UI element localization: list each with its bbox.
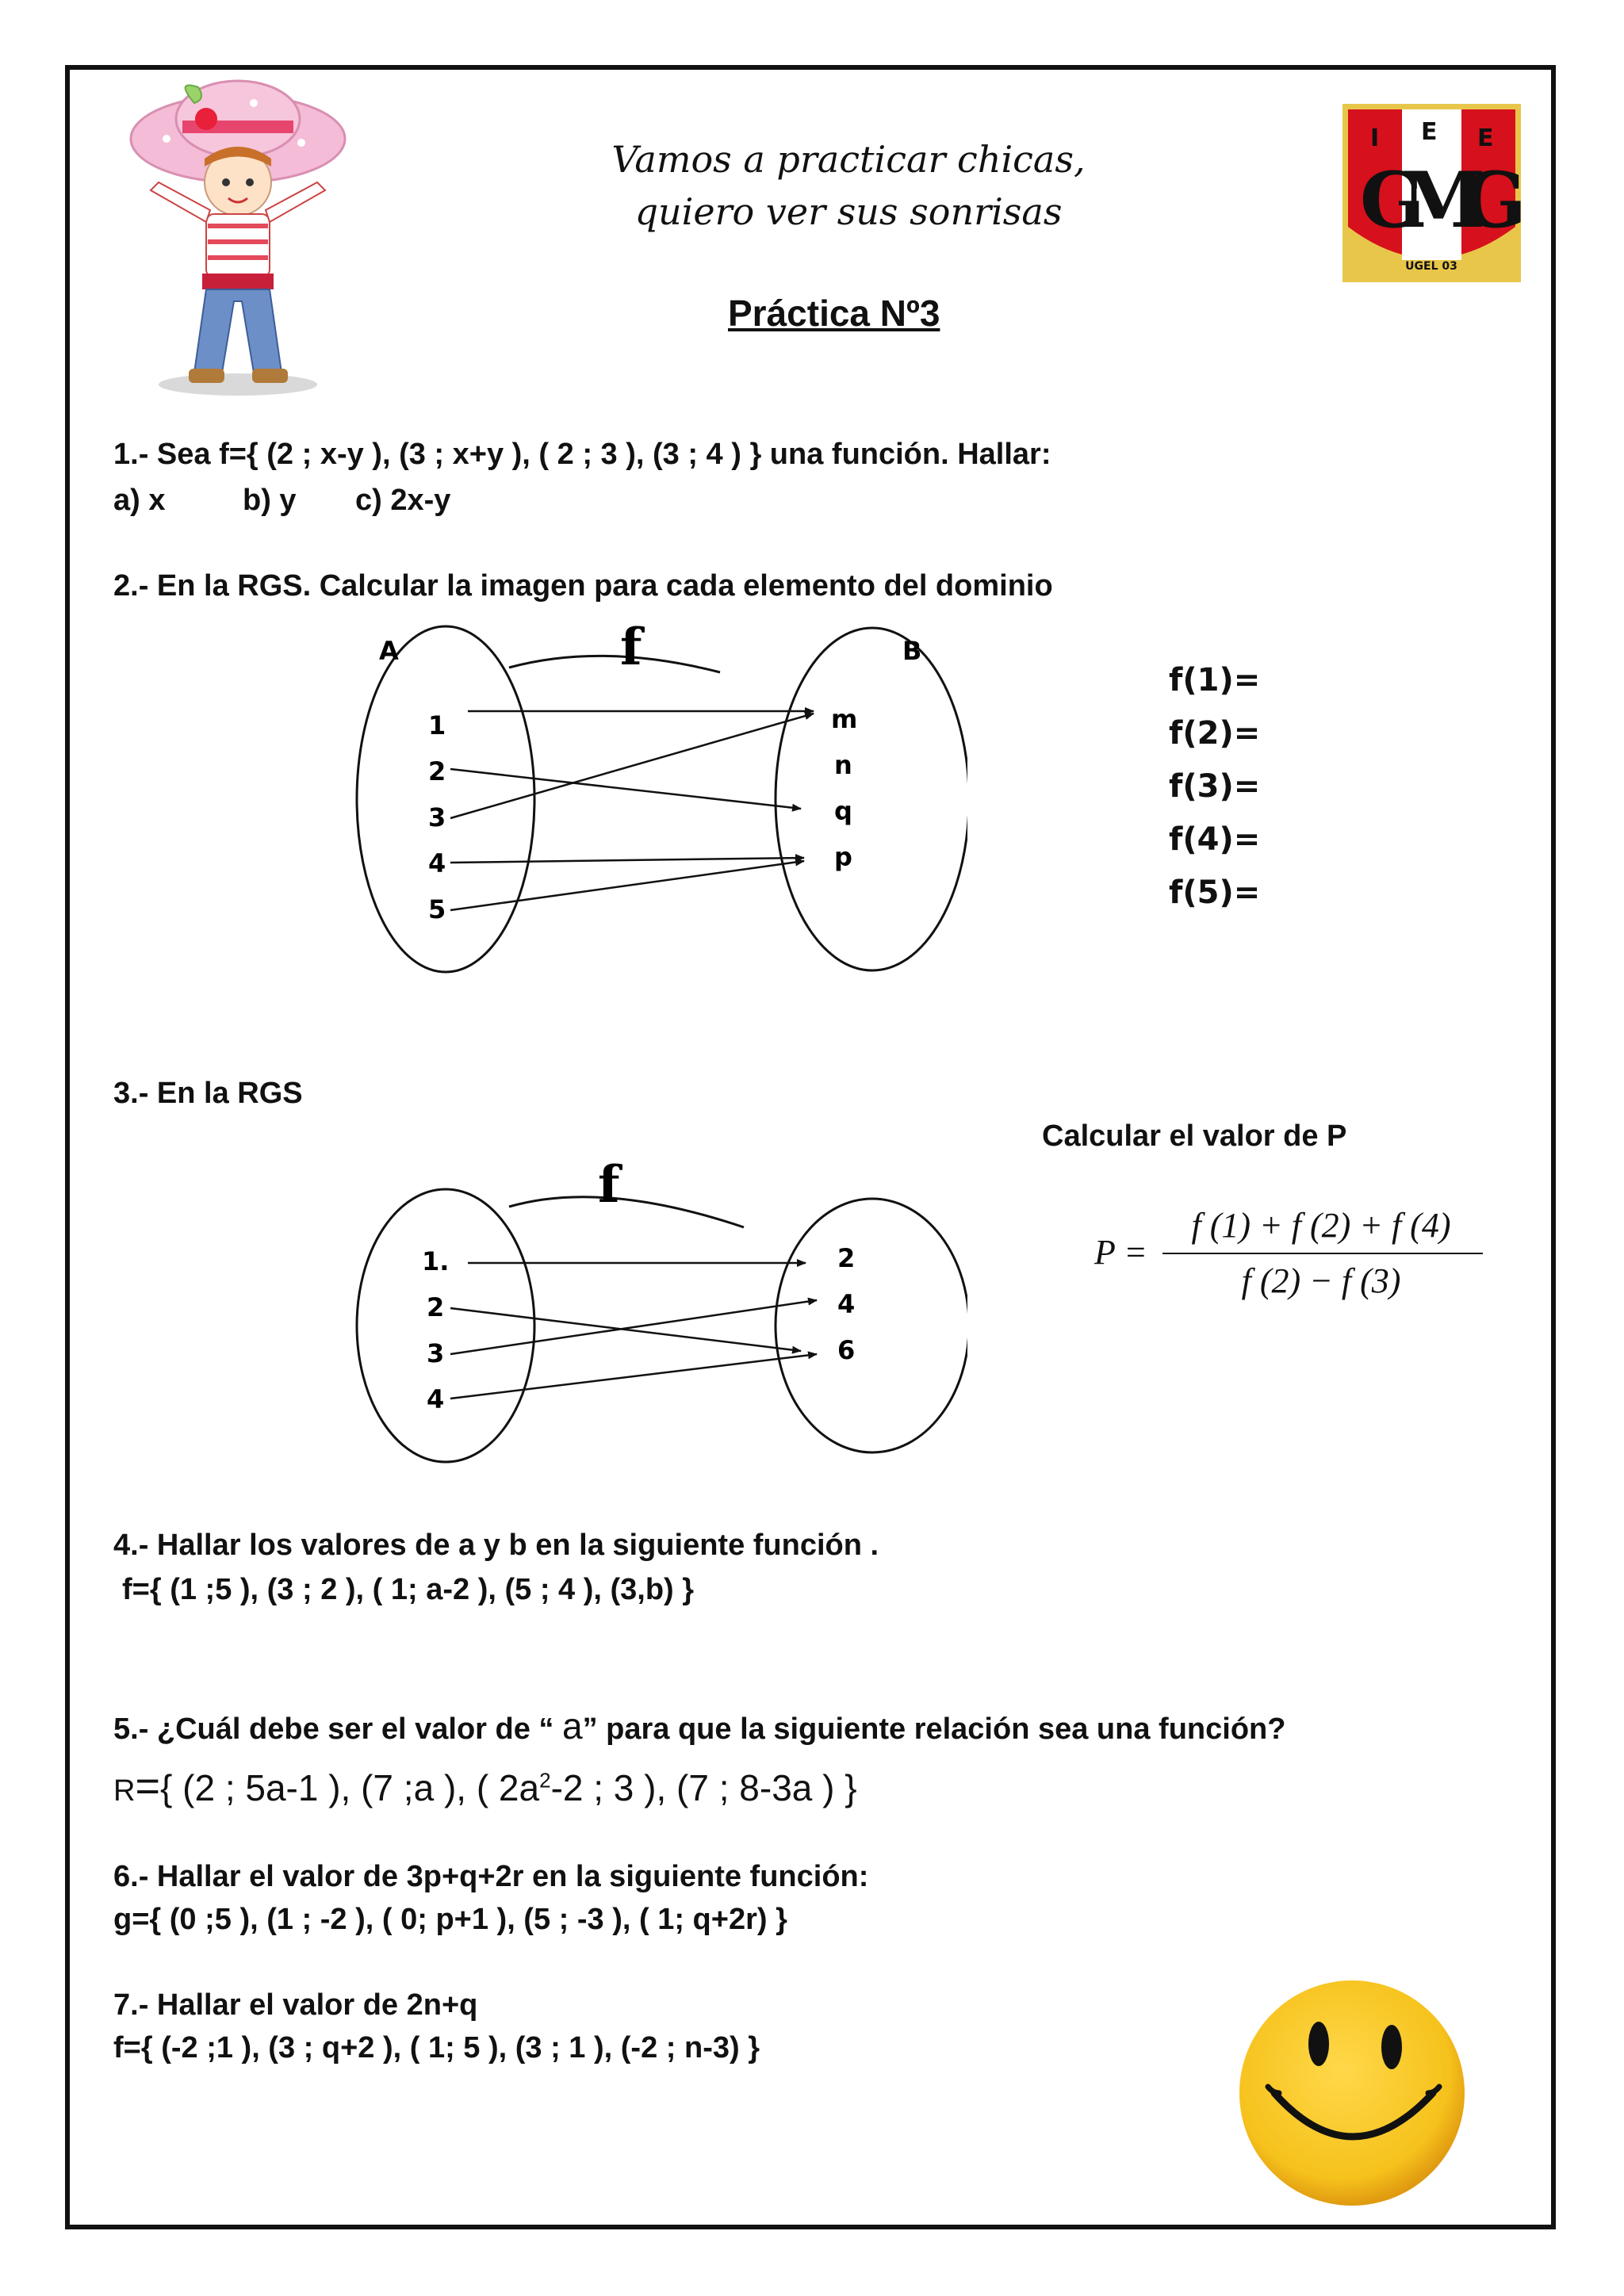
school-logo [1339,100,1525,290]
svg-text:UGEL 03: UGEL 03 [1405,260,1457,273]
codomain-element: 2 [837,1243,856,1273]
domain-element: 4 [428,848,446,878]
function-f-label: f [598,1155,620,1215]
arrow-2-to-6 [450,1308,801,1351]
q2-mapping-diagram [333,610,967,1007]
q5-variable-a: a [561,1705,583,1747]
q4-statement: 4.- Hallar los valores de a y b en la siguiente función . [113,1529,879,1562]
domain-element: 5 [428,894,446,924]
formula-lhs: P = [1094,1233,1147,1272]
svg-text:E: E [1421,118,1438,146]
strawberry-girl-illustration [119,71,357,404]
q1-statement: 1.- Sea f={ (2 ; x-y ), (3 ; x+y ), ( 2 ; 3 ), (3 ; 4 ) } una función. Hallar: [113,438,1051,471]
q7-statement: 7.- Hallar el valor de 2n+q [113,1988,478,2022]
q1-part-c: c) 2x-y [355,484,451,517]
set-codomain-ellipse [776,1199,967,1452]
answer-f1: f(1)= [1169,662,1261,698]
codomain-element: 4 [837,1289,856,1319]
svg-text:GMG: GMG [1359,155,1503,245]
domain-element: 2 [427,1292,445,1322]
domain-element: 3 [428,802,446,832]
motto-line-1: Vamos a practicar chicas, [611,138,1086,181]
q3-statement: 3.- En la RGS [113,1077,303,1110]
answer-f4: f(4)= [1169,821,1261,858]
arrow-5-to-p [450,861,804,910]
q5-statement: 5.- ¿Cuál debe ser el valor de “ a” para que la siguiente relación sea una función? [113,1705,1286,1747]
svg-text:I: I [1370,124,1380,152]
codomain-element: m [831,704,858,734]
codomain-element: p [834,842,852,872]
answer-f2: f(2)= [1169,715,1261,752]
q7-function: f={ (-2 ;1 ), (3 ; q+2 ), ( 1; 5 ), (3 ; 1 ), (-2 ; n-3) } [113,2031,760,2064]
answer-f5: f(5)= [1169,874,1261,911]
q6-statement: 6.- Hallar el valor de 3p+q+2r en la siguiente función: [113,1860,869,1893]
function-f-label: f [620,618,642,677]
set-a-label: A [379,636,399,666]
q3-mapping-diagram [333,1150,967,1467]
domain-element: 1. [422,1246,450,1276]
arrow-3-to-m [450,714,814,818]
motto-line-2: quiero ver sus sonrisas [634,190,1063,233]
q1-part-b: b) y [243,484,297,517]
svg-text:E: E [1477,124,1494,152]
set-domain-ellipse [357,1189,534,1462]
q2-statement: 2.- En la RGS. Calcular la imagen para cada elemento del dominio [113,569,1053,603]
codomain-element: n [834,750,852,780]
domain-element: 3 [427,1338,445,1368]
formula-numerator: f (1) + f (2) + f (4) [1191,1206,1451,1245]
f-arc [509,1197,744,1227]
domain-element: 2 [428,756,446,786]
set-b-ellipse [776,628,967,970]
q1-part-a: a) x [113,484,166,517]
smiley-face-icon [1233,1974,1471,2212]
answer-f3: f(3)= [1169,768,1261,805]
relation-r-label: R [113,1774,136,1808]
q6-function: g={ (0 ;5 ), (1 ; -2 ), ( 0; p+1 ), (5 ; -3 ), ( 1; q+2r) } [113,1903,787,1936]
f-arc [509,656,720,672]
codomain-element: 6 [837,1335,856,1365]
formula-denominator: f (2) − f (3) [1241,1261,1401,1300]
arrow-4-to-p [450,858,804,863]
codomain-element: q [834,796,852,826]
q5-relation: R={ (2 ; 5a-1 ), (7 ;a ), ( $2a^2-2$ ; 3 ), (7 ; 8-3a ) } [113,1762,857,1810]
q4-function: f={ (1 ;5 ), (3 ; 2 ), ( 1; a-2 ), (5 ; 4 ), (3,b) } [122,1573,695,1606]
domain-element: 1 [428,710,446,740]
page-title: Práctica Nº3 [728,293,940,334]
domain-element: 4 [427,1384,445,1414]
fraction-bar [1162,1253,1483,1254]
set-b-label: B [902,636,922,666]
q3-calc-label: Calcular el valor de P [1042,1119,1347,1153]
arrow-4-to-6 [450,1354,817,1399]
